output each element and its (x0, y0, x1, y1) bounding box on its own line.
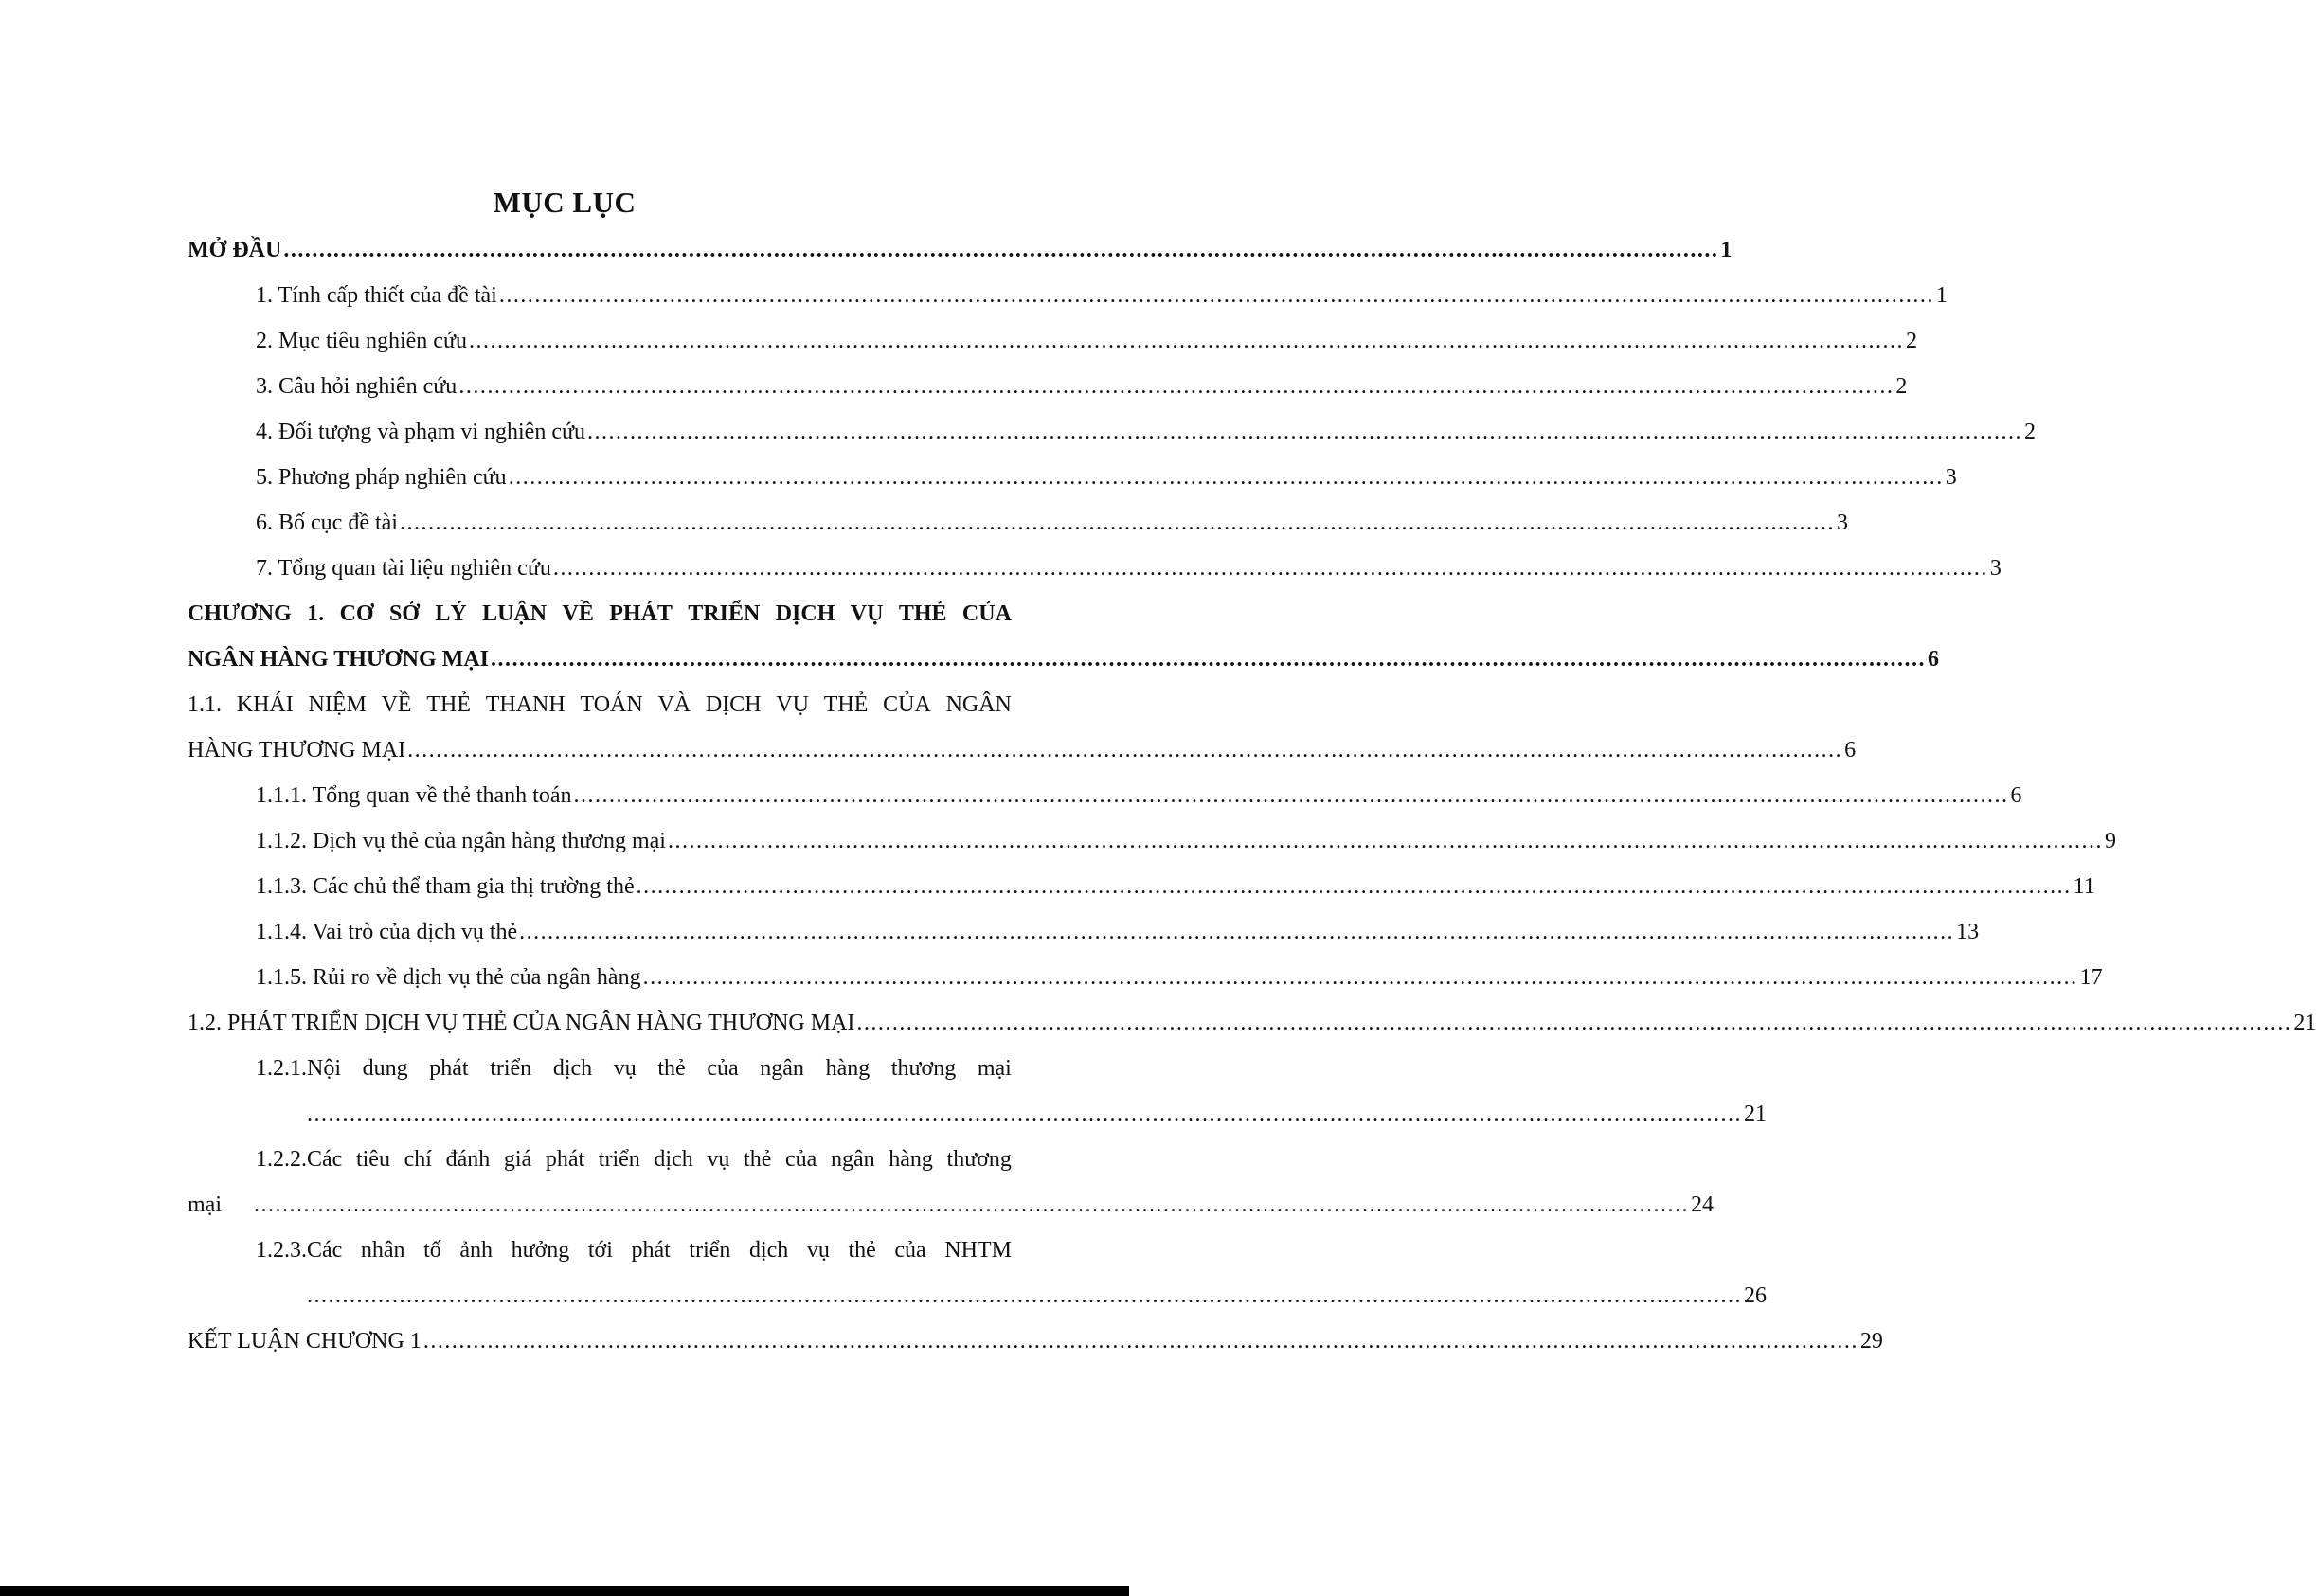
toc-entry-1[interactable] (188, 273, 1948, 318)
toc-entry-1-1-1[interactable] (188, 773, 2022, 818)
toc-entry-1-2-3-line-2[interactable] (188, 1273, 1767, 1318)
toc-entry-word: phát (631, 1237, 671, 1263)
toc-entry-label: 1.1.1. Tổng quan về thẻ thanh toán (256, 782, 572, 808)
toc-entry-label: 1.1.4. Vai trò của dịch vụ thẻ (256, 919, 518, 944)
toc-entry-word: KHÁI (236, 691, 294, 717)
toc-entry-word: ngân (830, 1146, 875, 1172)
toc-page-number: 11 (2073, 873, 2095, 899)
toc-entry-word: 1.1. (188, 691, 222, 717)
toc-page-number: 2 (1895, 373, 1908, 399)
toc-entry-word: hàng (825, 1055, 871, 1081)
toc-entry-word: nhân (360, 1237, 405, 1263)
toc-entry-1-1-line-1[interactable] (188, 682, 1012, 727)
toc-entry-word: vụ (806, 1237, 830, 1263)
toc-entry-label: 5. Phương pháp nghiên cứu (256, 464, 507, 490)
toc-entry-label: 6. Bố cục đề tài (256, 510, 398, 535)
toc-entry-word: triển (490, 1055, 532, 1081)
toc-entry-word: dịch (748, 1237, 789, 1263)
dot-leader: .......................................................................................................................................................................................................... (642, 965, 2078, 990)
toc-entry-word: dịch (654, 1146, 693, 1172)
toc-entry-label: KẾT LUẬN CHƯƠNG 1 (188, 1328, 422, 1354)
toc-entry-word: LÝ (435, 601, 467, 626)
toc-entry-word: thương (946, 1146, 1012, 1172)
toc-entry-label: HÀNG THƯƠNG MẠI (188, 737, 406, 762)
toc-entry-label: MỞ ĐẦU (188, 237, 282, 262)
toc-page-number: 9 (2104, 828, 2116, 853)
toc-entry-word: dung (362, 1055, 408, 1081)
toc-entry-word: tố (423, 1237, 441, 1263)
dot-leader: .......................................................................................................................................................................................................... (508, 465, 1944, 490)
toc-entry-word: ngân (760, 1055, 804, 1081)
dot-leader: .......................................................................................................................................................................................................... (254, 1193, 1689, 1217)
toc-entry-1-1-5[interactable] (188, 955, 2103, 1000)
toc-entry-word: CHƯƠNG (188, 601, 292, 626)
toc-entry-word: VỀ (562, 601, 594, 626)
dot-leader: .......................................................................................................................................................................................................... (491, 647, 1926, 672)
dot-leader: .......................................................................................................................................................................................................... (573, 783, 2009, 808)
toc-page-number: 3 (1989, 555, 2002, 581)
toc-page-number: 24 (1691, 1192, 1714, 1217)
toc-page-number: 17 (2079, 964, 2103, 990)
toc-entry-word: của (707, 1055, 739, 1081)
toc-entry-2[interactable] (188, 318, 1917, 364)
toc-entry-word: giá (503, 1146, 532, 1172)
toc-entry-1-1-line-2[interactable] (188, 727, 1857, 773)
toc-entry-word: thẻ (848, 1237, 876, 1263)
toc-entry-label: 1. Tính cấp thiết của đề tài (256, 282, 497, 308)
page-title: MỤC LỤC (493, 186, 637, 219)
toc-entry-word: đánh (445, 1146, 491, 1172)
toc-entry-word: NHTM (944, 1237, 1012, 1263)
toc-entry-word: CƠ (339, 601, 374, 626)
toc-entry-word: thẻ (657, 1055, 686, 1081)
toc-entry-word: TRIỂN (688, 601, 761, 626)
toc-entry-6[interactable] (188, 500, 1848, 546)
dot-leader: .......................................................................................................................................................................................................... (636, 874, 2072, 899)
toc-entry-mo-dau[interactable] (188, 227, 1733, 273)
toc-page-number: 3 (1836, 510, 1848, 535)
toc-entry-word: THANH (485, 691, 566, 717)
dot-leader: .......................................................................................................................................................................................................... (458, 374, 1894, 399)
dot-leader: .......................................................................................................................................................................................................... (498, 283, 1934, 308)
toc-entry-word: vụ (707, 1146, 730, 1172)
toc-entry-1-2-3-line-1[interactable] (188, 1228, 1012, 1273)
toc-entry-word: LUẬN (482, 601, 548, 626)
toc-entry-word: SỞ (388, 601, 420, 626)
dot-leader: .......................................................................................................................................................................................................... (552, 556, 1988, 581)
toc-entry-label: 2. Mục tiêu nghiên cứu (256, 328, 467, 353)
toc-entry-word: phát (429, 1055, 469, 1081)
dot-leader: .......................................................................................................................................................................................................... (519, 920, 1955, 944)
toc-entry-word: VỀ (381, 691, 412, 717)
toc-entry-1-2-1-line-2[interactable] (188, 1091, 1767, 1137)
dot-leader: .......................................................................................................................................................................................................... (587, 420, 2022, 444)
toc-entry-word: của (785, 1146, 817, 1172)
toc-entry-label: 1.2. PHÁT TRIỂN DỊCH VỤ THẺ CỦA NGÂN HÀNG THƯƠNG MẠI (188, 1010, 855, 1035)
toc-entry-word: CỦA (883, 691, 931, 717)
toc-entry-word: của (894, 1237, 926, 1263)
toc-entry-word: DỊCH (775, 601, 835, 626)
toc-entry-word: VỤ (776, 691, 809, 717)
toc-entry-word: 1.2.3.Các (256, 1237, 343, 1263)
toc-entry-word: VỤ (850, 601, 884, 626)
toc-page-number: 21 (2293, 1010, 2316, 1035)
toc-page-number: 6 (2010, 782, 2022, 808)
toc-entry-word: phát (545, 1146, 585, 1172)
toc-entry-word: 1.2.2.Các (256, 1146, 343, 1172)
toc-entry-ket-luan-chuong-1[interactable] (188, 1318, 1883, 1364)
toc-page-number: 13 (1956, 919, 1980, 944)
toc-entry-word: NGÂN (945, 691, 1012, 717)
toc-entry-label: 1.1.3. Các chủ thể tham gia thị trường thẻ (256, 873, 635, 899)
dot-leader: .......................................................................................................................................................................................................... (399, 511, 1835, 535)
toc-entry-word: THẺ (898, 601, 947, 626)
table-of-contents (188, 227, 2316, 1364)
toc-entry-label: 7. Tổng quan tài liệu nghiên cứu (256, 555, 551, 581)
toc-entry-label: 1.1.5. Rủi ro về dịch vụ thẻ của ngân hàng (256, 964, 641, 990)
toc-entry-word: 1.2.1.Nội (256, 1055, 341, 1081)
toc-entry-word: THẺ (426, 691, 471, 717)
toc-entry-label: NGÂN HÀNG THƯƠNG MẠI (188, 646, 489, 672)
toc-page-number: 21 (1744, 1101, 1767, 1126)
toc-entry-4[interactable] (188, 409, 2036, 455)
toc-entry-word: thẻ (744, 1146, 772, 1172)
toc-entry-word: hàng (889, 1146, 933, 1172)
toc-entry-label: 4. Đối tượng và phạm vi nghiên cứu (256, 419, 585, 444)
toc-entry-label: 3. Câu hỏi nghiên cứu (256, 373, 458, 399)
toc-entry-word: 1. (307, 601, 325, 626)
toc-page-number: 2 (1905, 328, 1917, 353)
toc-entry-label: 1.1.2. Dịch vụ thẻ của ngân hàng thương mại (256, 828, 666, 853)
toc-entry-word: NIỆM (308, 691, 367, 717)
toc-page-number: 6 (1928, 646, 1939, 672)
toc-entry-word: DỊCH (705, 691, 762, 717)
dot-leader: .......................................................................................................................................................................................................... (856, 1011, 2292, 1035)
toc-entry-word: vụ (613, 1055, 637, 1081)
dot-leader: .......................................................................................................................................................................................................... (283, 238, 1719, 262)
toc-page-number: 2 (2024, 419, 2036, 444)
dot-leader: .......................................................................................................................................................................................................... (667, 829, 2103, 853)
toc-entry-5[interactable] (188, 455, 1957, 500)
toc-entry-1-2-2-line-2[interactable] (188, 1182, 1714, 1228)
toc-entry-1-2-2-line-1[interactable] (188, 1137, 1012, 1182)
toc-page-number: 1 (1935, 282, 1948, 308)
bottom-edge-bar (0, 1586, 1129, 1596)
toc-entry-chapter-1-line-1[interactable] (188, 591, 1012, 637)
toc-page-number: 1 (1720, 237, 1733, 262)
toc-entry-1-1-4[interactable] (188, 909, 1980, 955)
dot-leader: .......................................................................................................................................................................................................... (307, 1283, 1742, 1308)
toc-entry-word: triển (689, 1237, 731, 1263)
toc-page-number: 6 (1844, 737, 1857, 762)
dot-leader: .......................................................................................................................................................................................................... (468, 329, 1904, 353)
toc-entry-word: CỦA (961, 601, 1012, 626)
toc-page-number: 3 (1945, 464, 1957, 490)
toc-page-number: 26 (1744, 1282, 1767, 1308)
toc-page-number: 29 (1859, 1328, 1883, 1354)
toc-entry-1-2[interactable] (188, 1000, 2316, 1046)
toc-entry-word: chí (404, 1146, 432, 1172)
toc-entry-word: TOÁN (580, 691, 643, 717)
dot-leader: .......................................................................................................................................................................................................... (307, 1102, 1742, 1126)
toc-entry-word: triển (598, 1146, 640, 1172)
toc-entry-1-1-3[interactable] (188, 864, 2095, 909)
toc-entry-word: tới (587, 1237, 613, 1263)
toc-entry-1-2-1-line-1[interactable] (188, 1046, 1012, 1091)
toc-entry-word: VÀ (657, 691, 691, 717)
toc-entry-word: PHÁT (609, 601, 673, 626)
toc-entry-chapter-1-line-2[interactable] (188, 637, 1939, 682)
dot-leader: .......................................................................................................................................................................................................... (407, 738, 1843, 762)
toc-entry-word: tiêu (355, 1146, 390, 1172)
toc-entry-word: mại (977, 1055, 1012, 1081)
toc-entry-7[interactable] (188, 546, 2002, 591)
toc-entry-word: hưởng (511, 1237, 570, 1263)
toc-entry-word: THẺ (823, 691, 869, 717)
toc-entry-3[interactable] (188, 364, 1908, 409)
dot-leader: .......................................................................................................................................................................................................... (422, 1329, 1858, 1354)
toc-entry-word: thương (890, 1055, 957, 1081)
toc-entry-1-1-2[interactable] (188, 818, 2116, 864)
toc-entry-label: mại (188, 1192, 222, 1217)
toc-entry-word: ảnh (459, 1237, 494, 1263)
toc-entry-word: dịch (552, 1055, 593, 1081)
